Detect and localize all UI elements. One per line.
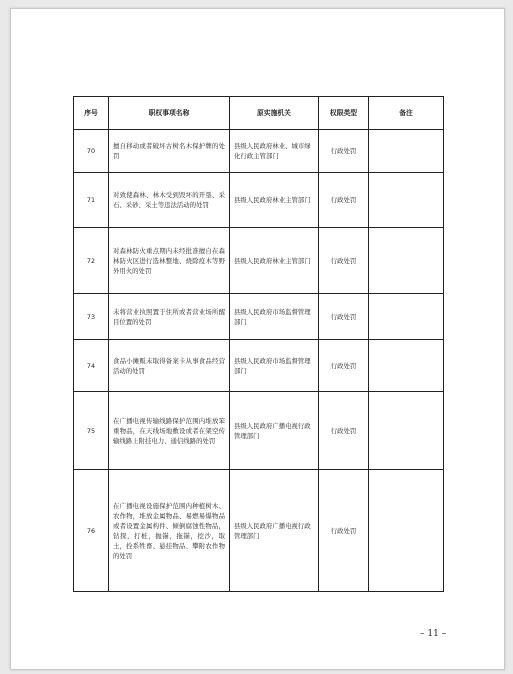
remarks-cell (369, 173, 444, 228)
original-agency: 县级人民政府市场监督管理部门 (230, 340, 319, 392)
page-number: – 11 – (420, 629, 447, 639)
row-number: 71 (74, 173, 109, 228)
table-row (74, 173, 444, 228)
original-agency: 县级人民政府林业、城市绿化行政主管部门 (230, 130, 319, 173)
power-name: 擅自移动或者破坏古树名木保护牌的处罚 (109, 130, 230, 173)
original-agency: 县级人民政府林业主管部门 (230, 228, 319, 294)
remarks-cell (369, 340, 444, 392)
remarks-cell (369, 228, 444, 294)
original-agency: 县级人民政府林业主管部门 (230, 173, 319, 228)
power-type: 行政处罚 (319, 130, 369, 173)
power-type: 行政处罚 (319, 392, 369, 470)
header-type: 权限类型 (319, 97, 369, 130)
row-number: 72 (74, 228, 109, 294)
powers-table (73, 96, 444, 592)
power-type: 行政处罚 (319, 294, 369, 340)
table-row (74, 228, 444, 294)
row-number: 70 (74, 130, 109, 173)
header-no: 序号 (74, 97, 109, 130)
table-row (74, 294, 444, 340)
power-name: 在广播电视传输线路保护范围内堆放笨重物品，在天线场地敷设或者在架空传输线路上附挂电力、通信线路的处罚 (109, 392, 230, 470)
header-remarks: 备注 (369, 97, 444, 130)
table-row (74, 340, 444, 392)
remarks-cell (369, 470, 444, 592)
row-number: 74 (74, 340, 109, 392)
table-header-row (74, 97, 444, 130)
table-row (74, 470, 444, 592)
row-number: 75 (74, 392, 109, 470)
original-agency: 县级人民政府市场监督管理部门 (230, 294, 319, 340)
header-agency: 原实施机关 (230, 97, 319, 130)
document-page (10, 8, 505, 670)
table-row (74, 130, 444, 173)
header-name: 职权事项名称 (109, 97, 230, 130)
power-name: 食品小摊贩未取得备案卡从事食品经营活动的处罚 (109, 340, 230, 392)
row-number: 76 (74, 470, 109, 592)
power-type: 行政处罚 (319, 173, 369, 228)
power-name: 未将营业执照置于住所或者营业场所醒目位置的处罚 (109, 294, 230, 340)
power-type: 行政处罚 (319, 228, 369, 294)
row-number: 73 (74, 294, 109, 340)
power-name: 对森林防火重点期内未经批准擅自在森林防火区进行选林整地、烧除疫木等野外用火的处罚 (109, 228, 230, 294)
original-agency: 县级人民政府广播电视行政管理部门 (230, 392, 319, 470)
power-type: 行政处罚 (319, 470, 369, 592)
original-agency: 县级人民政府广播电视行政管理部门 (230, 470, 319, 592)
remarks-cell (369, 294, 444, 340)
power-name: 在广播电视设施保护范围内种植树木、农作物，堆放金属物品、易燃易爆物品或者设置金属构件、倾倒腐蚀性物品，钻探，打桩，抛锚，拖锚，挖沙，取土，拴系牲畜、悬挂物品、攀附农作物的处罚 (109, 470, 230, 592)
power-type: 行政处罚 (319, 340, 369, 392)
remarks-cell (369, 392, 444, 470)
table-row (74, 392, 444, 470)
remarks-cell (369, 130, 444, 173)
power-name: 对致使森林、林木受到毁坏的开垦、采石、采砂、采土等违法活动的处罚 (109, 173, 230, 228)
